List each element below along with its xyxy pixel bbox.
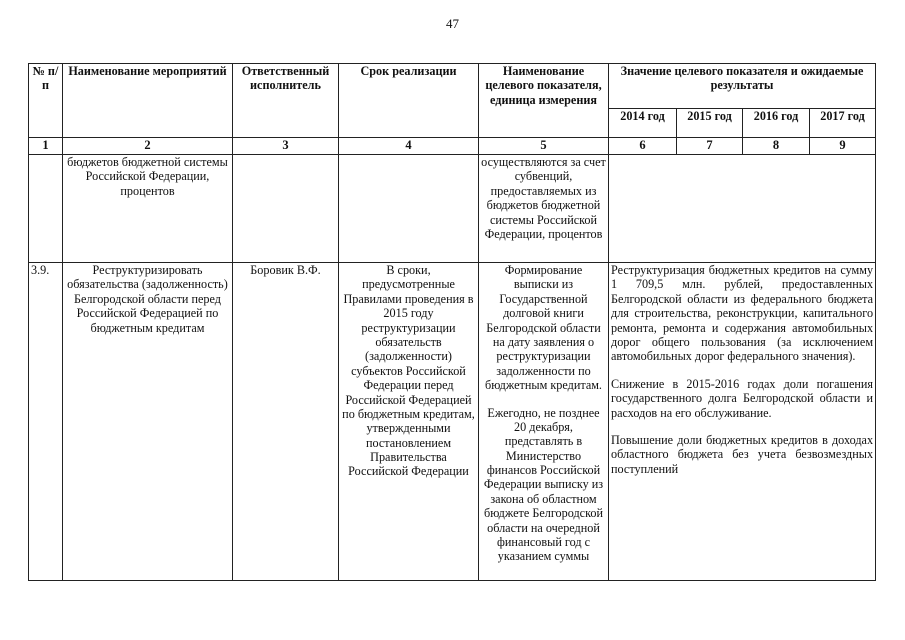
indicator-paragraph: Формирование выписки из Государственной долговой книги Белгородской области на дату заявления о реструктуризации задолженности по бюджетным кредитам. [485, 263, 602, 393]
row-period: В сроки, предусмотренные Правилами проведения в 2015 году реструктуризации обязательств (задолженности) субъектов Российской Федерации перед Российской Федерацией по бюджетным кредитам, утвержденными постановлением Правительства Российской Федерации [339, 263, 479, 581]
column-number: 5 [479, 138, 609, 155]
row-results [609, 155, 876, 263]
column-number: 8 [743, 138, 810, 155]
action-plan-table [28, 63, 876, 581]
result-paragraph: Снижение в 2015-2016 годах доли погашения государственного долга Белгородской области и расходов на его обслуживание. [611, 376, 874, 420]
indicator-paragraph: Ежегодно, не позднее 20 декабря, представлять в Министерство финансов Российской Федерации выписку из закона об областном бюджете Белгородской области на очередной финансовый год с указанием суммы [483, 405, 604, 564]
column-number: 1 [29, 138, 63, 155]
row-responsible: Боровик В.Ф. [233, 263, 339, 581]
column-number: 6 [609, 138, 677, 155]
page-number: 47 [446, 16, 459, 31]
row-name: бюджетов бюджетной системы Российской Федерации, процентов [63, 155, 233, 263]
header-responsible: Ответственный исполнитель [233, 64, 339, 138]
header-values-group: Значение целевого показателя и ожидаемые результаты [609, 64, 876, 109]
header-year-2017: 2017 год [810, 109, 876, 138]
table-row-continuation [29, 155, 876, 263]
column-number-row [29, 138, 876, 155]
header-year-2015: 2015 год [677, 109, 743, 138]
header-name: Наименование мероприятий [63, 64, 233, 138]
result-paragraph: Реструктуризация бюджетных кредитов на сумму 1 709,5 млн. рублей, предоставленных Белгородской области из федерального бюджета для строительства, реконструкции, капитального ремонта, ремонта и содержания автомобильных дорог общего пользования (за исключением автомобильных дорог федерального значения). [611, 263, 874, 364]
row-name: Реструктуризировать обязательства (задолженность) Белгородской области перед Российской Федерацией по бюджетным кредитам [63, 263, 233, 581]
header-year-2016: 2016 год [743, 109, 810, 138]
row-indicator: осуществляются за счет субвенций, предоставляемых из бюджетов бюджетной системы Российской Федерации, процентов [479, 155, 609, 263]
column-number: 2 [63, 138, 233, 155]
header-period: Срок реализации [339, 64, 479, 138]
row-num: 3.9. [29, 263, 63, 581]
header-indicator: Наименование целевого показателя, единица измерения [479, 64, 609, 138]
result-paragraph: Повышение доли бюджетных кредитов в доходах областного бюджета без учета безвозмездных поступлений [611, 432, 874, 476]
column-number: 9 [810, 138, 876, 155]
row-results [609, 263, 876, 581]
row-responsible [233, 155, 339, 263]
column-number: 3 [233, 138, 339, 155]
column-number: 4 [339, 138, 479, 155]
header-year-2014: 2014 год [609, 109, 677, 138]
header-num: № п/п [29, 64, 63, 138]
table-row-3-9 [29, 263, 876, 581]
row-num [29, 155, 63, 263]
column-number: 7 [677, 138, 743, 155]
row-indicator [479, 263, 609, 581]
row-period [339, 155, 479, 263]
